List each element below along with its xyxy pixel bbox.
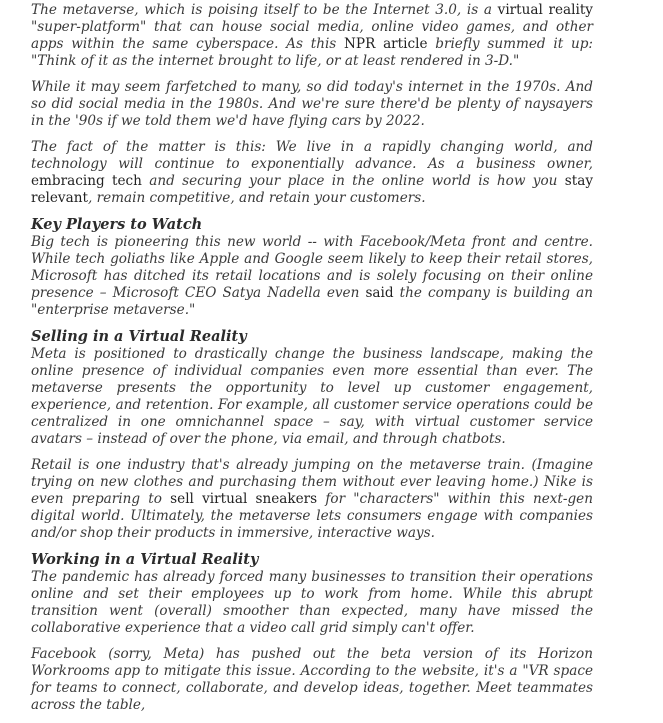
link-sell-virtual-sneakers[interactable]: sell virtual sneakers [170, 491, 318, 507]
text: and securing your place in the online world is how you [141, 173, 565, 189]
link-virtual-reality[interactable]: virtual reality [497, 2, 593, 18]
link-stay-relevant[interactable]: stay relevant [31, 173, 594, 206]
text: , remain competitive, and retain your customers. [87, 190, 426, 206]
text: The fact of the matter is this: We live in a rapidly changing world, and technology will continue to exponentially advance. As a business owner, [31, 139, 593, 172]
article-body [31, 2, 593, 723]
link-npr-article[interactable]: NPR article [344, 36, 428, 52]
text: Big tech is pioneering this new world -- with Facebook/Meta front and centre. While tech goliaths like Apple and Google seem likely to keep their retail stores, Microsoft has ditched its retail locations and is solely focusing on their online presence – Microsoft CEO Satya Nadella even [31, 234, 593, 301]
heading-selling: Selling in a Virtual Reality [31, 328, 247, 345]
paragraph-meta-positioned: Meta is positioned to drastically change the business landscape, making the online presence of individual companies even more essential than ever. The metaverse presents the opportunity to level up customer engagement, experience, and retention. For example, all customer service operations could be centralized in one omnichannel space – say, with virtual customer service avatars – instead of over the phone, via email, and through chatbots. [31, 346, 593, 447]
link-embracing-tech[interactable]: embracing tech [31, 173, 142, 189]
paragraph-pandemic: The pandemic has already forced many businesses to transition their operations online and set their employees up to work from home. While this abrupt transition went (overall) smoother than expected, many have missed the collaborative experience that a video call grid simply can't offer. [31, 569, 593, 636]
text: Retail is one industry that's already jumping on the metaverse train. (Imagine trying on new clothes and purchasing them without ever leaving home.) Nike is even preparing to [31, 457, 593, 507]
paragraph-intro [31, 2, 593, 70]
text: the company is building an "enterprise metaverse." [31, 285, 593, 318]
text: briefly summed it up: "Think of it as the internet brought to life, or at least rendered in 3-D." [31, 36, 593, 69]
paragraph-farfetched: While it may seem farfetched to many, so did today's internet in the 1970s. And so did social media in the 1980s. And we're sure there'd be plenty of naysayers in the '90s if we told them we'd have flying cars by 2022. [31, 79, 593, 129]
text: The metaverse, which is poising itself to be the Internet 3.0, is a [31, 2, 498, 18]
paragraph-fact [31, 139, 593, 207]
text: "super-platform" that can house social media, online video games, and other apps within the same cyberspace. As this [31, 19, 593, 52]
heading-working: Working in a Virtual Reality [31, 551, 259, 568]
paragraph-big-tech [31, 234, 593, 319]
paragraph-horizon-workrooms: Facebook (sorry, Meta) has pushed out the beta version of its Horizon Workrooms app to mitigate this issue. According to the website, it's a "VR space for teams to connect, collaborate, and develop ideas, together. Meet teammates across the table, [31, 646, 593, 713]
heading-key-players: Key Players to Watch [31, 216, 203, 233]
paragraph-retail [31, 457, 593, 542]
text: for "characters" within this next-gen digital world. Ultimately, the metaverse lets consumers engage with companies and/or shop their products in immersive, interactive ways. [31, 491, 593, 541]
link-said[interactable]: said [365, 285, 394, 301]
